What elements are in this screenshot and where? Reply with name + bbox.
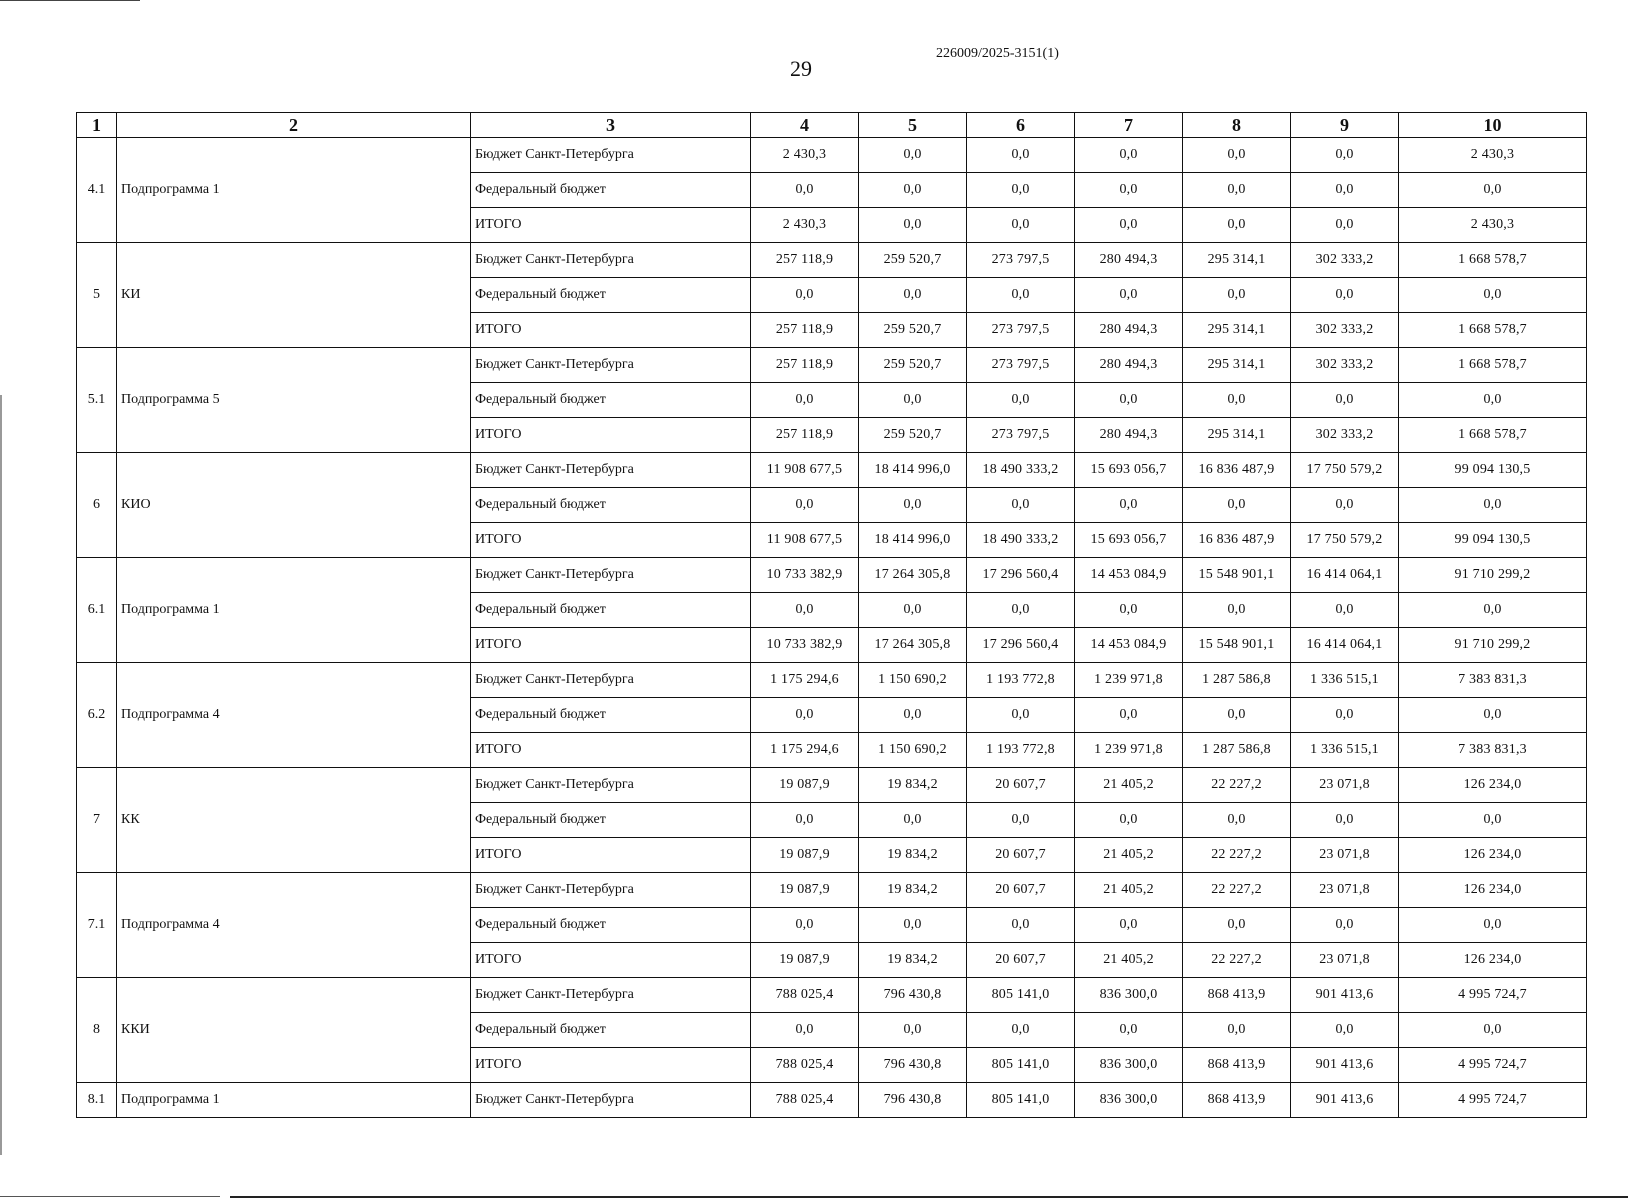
year-value-cell: 20 607,7 (967, 873, 1075, 908)
year-value-cell: 19 087,9 (751, 768, 859, 803)
table-row (77, 243, 1587, 278)
year-value-cell: 0,0 (859, 278, 967, 313)
total-value-cell: 1 668 578,7 (1399, 348, 1587, 383)
page-number: 29 (790, 56, 812, 81)
total-value-cell: 99 094 130,5 (1399, 453, 1587, 488)
year-value-cell: 15 693 056,7 (1075, 523, 1183, 558)
year-value-cell: 0,0 (859, 488, 967, 523)
funding-source: ИТОГО (471, 628, 751, 663)
year-value-cell: 22 227,2 (1183, 768, 1291, 803)
year-value-cell: 14 453 084,9 (1075, 558, 1183, 593)
table-row (77, 768, 1587, 803)
year-value-cell: 796 430,8 (859, 978, 967, 1013)
total-value-cell: 1 668 578,7 (1399, 418, 1587, 453)
year-value-cell: 17 264 305,8 (859, 628, 967, 663)
year-value-cell: 0,0 (751, 173, 859, 208)
program-name: КИО (117, 453, 471, 558)
program-name: Подпрограмма 5 (117, 348, 471, 453)
funding-source: Федеральный бюджет (471, 908, 751, 943)
year-value-cell: 302 333,2 (1291, 418, 1399, 453)
year-value-cell: 796 430,8 (859, 1083, 967, 1118)
year-value-cell: 805 141,0 (967, 1048, 1075, 1083)
total-value-cell: 126 234,0 (1399, 768, 1587, 803)
column-header: 6 (967, 113, 1075, 138)
year-value-cell: 868 413,9 (1183, 1083, 1291, 1118)
column-header: 8 (1183, 113, 1291, 138)
year-value-cell: 295 314,1 (1183, 348, 1291, 383)
year-value-cell: 14 453 084,9 (1075, 628, 1183, 663)
year-value-cell: 302 333,2 (1291, 243, 1399, 278)
year-value-cell: 0,0 (751, 1013, 859, 1048)
year-value-cell: 18 414 996,0 (859, 453, 967, 488)
year-value-cell: 0,0 (967, 173, 1075, 208)
funding-source: Бюджет Санкт-Петербурга (471, 978, 751, 1013)
total-value-cell: 1 668 578,7 (1399, 243, 1587, 278)
year-value-cell: 16 414 064,1 (1291, 628, 1399, 663)
year-value-cell: 21 405,2 (1075, 943, 1183, 978)
year-value-cell: 20 607,7 (967, 768, 1075, 803)
year-value-cell: 295 314,1 (1183, 418, 1291, 453)
year-value-cell: 0,0 (751, 593, 859, 628)
total-value-cell: 0,0 (1399, 698, 1587, 733)
table-row (77, 663, 1587, 698)
year-value-cell: 17 750 579,2 (1291, 523, 1399, 558)
year-value-cell: 18 490 333,2 (967, 453, 1075, 488)
year-value-cell: 0,0 (967, 138, 1075, 173)
year-value-cell: 0,0 (1291, 593, 1399, 628)
table-row (77, 138, 1587, 173)
year-value-cell: 901 413,6 (1291, 978, 1399, 1013)
funding-source: Бюджет Санкт-Петербурга (471, 348, 751, 383)
year-value-cell: 901 413,6 (1291, 1048, 1399, 1083)
total-value-cell: 0,0 (1399, 1013, 1587, 1048)
funding-source: Бюджет Санкт-Петербурга (471, 873, 751, 908)
row-code: 5 (77, 243, 117, 348)
total-value-cell: 1 668 578,7 (1399, 313, 1587, 348)
funding-source: Бюджет Санкт-Петербурга (471, 138, 751, 173)
year-value-cell: 0,0 (1291, 488, 1399, 523)
table-row (77, 978, 1587, 1013)
year-value-cell: 0,0 (751, 488, 859, 523)
year-value-cell: 22 227,2 (1183, 943, 1291, 978)
year-value-cell: 2 430,3 (751, 138, 859, 173)
funding-source: Бюджет Санкт-Петербурга (471, 453, 751, 488)
year-value-cell: 280 494,3 (1075, 418, 1183, 453)
year-value-cell: 19 087,9 (751, 943, 859, 978)
row-code: 6 (77, 453, 117, 558)
year-value-cell: 0,0 (967, 208, 1075, 243)
year-value-cell: 0,0 (1183, 278, 1291, 313)
year-value-cell: 1 175 294,6 (751, 733, 859, 768)
year-value-cell: 805 141,0 (967, 1083, 1075, 1118)
year-value-cell: 259 520,7 (859, 243, 967, 278)
funding-source: ИТОГО (471, 208, 751, 243)
year-value-cell: 20 607,7 (967, 838, 1075, 873)
funding-source: Федеральный бюджет (471, 383, 751, 418)
year-value-cell: 901 413,6 (1291, 1083, 1399, 1118)
total-value-cell: 0,0 (1399, 383, 1587, 418)
year-value-cell: 0,0 (1075, 138, 1183, 173)
row-code: 4.1 (77, 138, 117, 243)
year-value-cell: 0,0 (1183, 488, 1291, 523)
year-value-cell: 1 193 772,8 (967, 733, 1075, 768)
year-value-cell: 11 908 677,5 (751, 453, 859, 488)
year-value-cell: 1 239 971,8 (1075, 663, 1183, 698)
year-value-cell: 0,0 (1183, 803, 1291, 838)
total-value-cell: 126 234,0 (1399, 873, 1587, 908)
funding-source: ИТОГО (471, 838, 751, 873)
year-value-cell: 0,0 (1183, 383, 1291, 418)
scan-edge-mark (0, 395, 2, 1155)
year-value-cell: 259 520,7 (859, 348, 967, 383)
year-value-cell: 788 025,4 (751, 1048, 859, 1083)
year-value-cell: 0,0 (1291, 278, 1399, 313)
year-value-cell: 0,0 (1291, 1013, 1399, 1048)
funding-source: ИТОГО (471, 313, 751, 348)
year-value-cell: 0,0 (1075, 173, 1183, 208)
year-value-cell: 21 405,2 (1075, 768, 1183, 803)
year-value-cell: 280 494,3 (1075, 243, 1183, 278)
year-value-cell: 0,0 (859, 208, 967, 243)
year-value-cell: 0,0 (1291, 698, 1399, 733)
year-value-cell: 15 548 901,1 (1183, 628, 1291, 663)
year-value-cell: 1 287 586,8 (1183, 663, 1291, 698)
bottom-rule (230, 1196, 1628, 1198)
year-value-cell: 259 520,7 (859, 313, 967, 348)
funding-source: Бюджет Санкт-Петербурга (471, 243, 751, 278)
year-value-cell: 23 071,8 (1291, 768, 1399, 803)
year-value-cell: 16 836 487,9 (1183, 453, 1291, 488)
total-value-cell: 7 383 831,3 (1399, 663, 1587, 698)
year-value-cell: 1 336 515,1 (1291, 663, 1399, 698)
year-value-cell: 0,0 (1075, 208, 1183, 243)
year-value-cell: 0,0 (859, 698, 967, 733)
year-value-cell: 1 193 772,8 (967, 663, 1075, 698)
total-value-cell: 7 383 831,3 (1399, 733, 1587, 768)
total-value-cell: 0,0 (1399, 908, 1587, 943)
year-value-cell: 21 405,2 (1075, 838, 1183, 873)
budget-table (76, 112, 1587, 1118)
table-row (77, 348, 1587, 383)
year-value-cell: 0,0 (751, 698, 859, 733)
year-value-cell: 0,0 (859, 803, 967, 838)
table-body (77, 138, 1587, 1118)
year-value-cell: 788 025,4 (751, 978, 859, 1013)
year-value-cell: 0,0 (967, 698, 1075, 733)
year-value-cell: 0,0 (1183, 698, 1291, 733)
year-value-cell: 273 797,5 (967, 313, 1075, 348)
total-value-cell: 0,0 (1399, 488, 1587, 523)
year-value-cell: 11 908 677,5 (751, 523, 859, 558)
year-value-cell: 0,0 (1075, 1013, 1183, 1048)
year-value-cell: 257 118,9 (751, 313, 859, 348)
year-value-cell: 19 834,2 (859, 943, 967, 978)
year-value-cell: 20 607,7 (967, 943, 1075, 978)
year-value-cell: 17 750 579,2 (1291, 453, 1399, 488)
program-name: КИ (117, 243, 471, 348)
program-name: КК (117, 768, 471, 873)
table-row (77, 453, 1587, 488)
funding-source: Федеральный бюджет (471, 593, 751, 628)
year-value-cell: 0,0 (967, 593, 1075, 628)
funding-source: Федеральный бюджет (471, 488, 751, 523)
funding-source: Федеральный бюджет (471, 1013, 751, 1048)
table-row (77, 873, 1587, 908)
total-value-cell: 126 234,0 (1399, 943, 1587, 978)
year-value-cell: 18 414 996,0 (859, 523, 967, 558)
funding-source: ИТОГО (471, 523, 751, 558)
year-value-cell: 0,0 (1291, 208, 1399, 243)
program-name: Подпрограмма 4 (117, 873, 471, 978)
year-value-cell: 0,0 (1183, 908, 1291, 943)
year-value-cell: 19 087,9 (751, 873, 859, 908)
year-value-cell: 0,0 (1183, 593, 1291, 628)
column-header: 9 (1291, 113, 1399, 138)
row-code: 8 (77, 978, 117, 1083)
year-value-cell: 0,0 (1183, 138, 1291, 173)
year-value-cell: 16 414 064,1 (1291, 558, 1399, 593)
column-header: 7 (1075, 113, 1183, 138)
year-value-cell: 23 071,8 (1291, 943, 1399, 978)
year-value-cell: 0,0 (859, 1013, 967, 1048)
year-value-cell: 17 296 560,4 (967, 558, 1075, 593)
year-value-cell: 19 834,2 (859, 768, 967, 803)
funding-source: ИТОГО (471, 1048, 751, 1083)
year-value-cell: 23 071,8 (1291, 873, 1399, 908)
year-value-cell: 1 175 294,6 (751, 663, 859, 698)
total-value-cell: 0,0 (1399, 278, 1587, 313)
year-value-cell: 796 430,8 (859, 1048, 967, 1083)
program-name: Подпрограмма 1 (117, 1083, 471, 1118)
document-code: 226009/2025-3151(1) (936, 46, 1059, 61)
year-value-cell: 0,0 (751, 383, 859, 418)
row-code: 6.2 (77, 663, 117, 768)
year-value-cell: 302 333,2 (1291, 348, 1399, 383)
year-value-cell: 0,0 (751, 908, 859, 943)
year-value-cell: 257 118,9 (751, 348, 859, 383)
year-value-cell: 10 733 382,9 (751, 628, 859, 663)
column-header: 10 (1399, 113, 1587, 138)
year-value-cell: 1 150 690,2 (859, 733, 967, 768)
year-value-cell: 15 693 056,7 (1075, 453, 1183, 488)
program-name: Подпрограмма 1 (117, 558, 471, 663)
funding-source: Бюджет Санкт-Петербурга (471, 663, 751, 698)
year-value-cell: 0,0 (751, 803, 859, 838)
program-name: Подпрограмма 4 (117, 663, 471, 768)
year-value-cell: 868 413,9 (1183, 1048, 1291, 1083)
year-value-cell: 273 797,5 (967, 348, 1075, 383)
total-value-cell: 4 995 724,7 (1399, 978, 1587, 1013)
year-value-cell: 10 733 382,9 (751, 558, 859, 593)
year-value-cell: 18 490 333,2 (967, 523, 1075, 558)
year-value-cell: 21 405,2 (1075, 873, 1183, 908)
year-value-cell: 0,0 (1075, 908, 1183, 943)
year-value-cell: 259 520,7 (859, 418, 967, 453)
total-value-cell: 0,0 (1399, 593, 1587, 628)
year-value-cell: 0,0 (1183, 1013, 1291, 1048)
program-name: ККИ (117, 978, 471, 1083)
total-value-cell: 126 234,0 (1399, 838, 1587, 873)
year-value-cell: 295 314,1 (1183, 313, 1291, 348)
year-value-cell: 295 314,1 (1183, 243, 1291, 278)
column-header: 2 (117, 113, 471, 138)
year-value-cell: 0,0 (967, 278, 1075, 313)
year-value-cell: 1 239 971,8 (1075, 733, 1183, 768)
row-code: 7.1 (77, 873, 117, 978)
year-value-cell: 19 834,2 (859, 838, 967, 873)
funding-source: ИТОГО (471, 943, 751, 978)
row-code: 6.1 (77, 558, 117, 663)
year-value-cell: 0,0 (967, 488, 1075, 523)
table-row (77, 1083, 1587, 1118)
funding-source: Федеральный бюджет (471, 698, 751, 733)
year-value-cell: 23 071,8 (1291, 838, 1399, 873)
year-value-cell: 836 300,0 (1075, 1083, 1183, 1118)
total-value-cell: 0,0 (1399, 173, 1587, 208)
year-value-cell: 0,0 (1183, 208, 1291, 243)
funding-source: Федеральный бюджет (471, 173, 751, 208)
year-value-cell: 0,0 (1291, 803, 1399, 838)
year-value-cell: 0,0 (967, 383, 1075, 418)
year-value-cell: 273 797,5 (967, 243, 1075, 278)
year-value-cell: 17 264 305,8 (859, 558, 967, 593)
year-value-cell: 0,0 (967, 803, 1075, 838)
year-value-cell: 0,0 (859, 593, 967, 628)
year-value-cell: 868 413,9 (1183, 978, 1291, 1013)
year-value-cell: 0,0 (859, 138, 967, 173)
year-value-cell: 805 141,0 (967, 978, 1075, 1013)
year-value-cell: 0,0 (1075, 383, 1183, 418)
total-value-cell: 91 710 299,2 (1399, 628, 1587, 663)
year-value-cell: 257 118,9 (751, 243, 859, 278)
year-value-cell: 0,0 (751, 278, 859, 313)
year-value-cell: 0,0 (1183, 173, 1291, 208)
year-value-cell: 0,0 (1075, 488, 1183, 523)
column-header: 1 (77, 113, 117, 138)
year-value-cell: 273 797,5 (967, 418, 1075, 453)
column-header: 5 (859, 113, 967, 138)
year-value-cell: 0,0 (859, 908, 967, 943)
year-value-cell: 16 836 487,9 (1183, 523, 1291, 558)
year-value-cell: 836 300,0 (1075, 978, 1183, 1013)
total-value-cell: 91 710 299,2 (1399, 558, 1587, 593)
total-value-cell: 2 430,3 (1399, 138, 1587, 173)
year-value-cell: 19 087,9 (751, 838, 859, 873)
funding-source: Бюджет Санкт-Петербурга (471, 1083, 751, 1118)
row-code: 8.1 (77, 1083, 117, 1118)
year-value-cell: 0,0 (1075, 593, 1183, 628)
funding-source: ИТОГО (471, 418, 751, 453)
year-value-cell: 836 300,0 (1075, 1048, 1183, 1083)
funding-source: ИТОГО (471, 733, 751, 768)
year-value-cell: 0,0 (967, 1013, 1075, 1048)
year-value-cell: 19 834,2 (859, 873, 967, 908)
total-value-cell: 99 094 130,5 (1399, 523, 1587, 558)
year-value-cell: 22 227,2 (1183, 873, 1291, 908)
year-value-cell: 17 296 560,4 (967, 628, 1075, 663)
column-header: 4 (751, 113, 859, 138)
header-row (77, 113, 1587, 138)
program-name: Подпрограмма 1 (117, 138, 471, 243)
year-value-cell: 1 150 690,2 (859, 663, 967, 698)
year-value-cell: 2 430,3 (751, 208, 859, 243)
table-row (77, 558, 1587, 593)
row-code: 7 (77, 768, 117, 873)
row-code: 5.1 (77, 348, 117, 453)
total-value-cell: 4 995 724,7 (1399, 1048, 1587, 1083)
year-value-cell: 0,0 (1291, 138, 1399, 173)
top-rule (0, 0, 140, 1)
year-value-cell: 0,0 (859, 173, 967, 208)
total-value-cell: 0,0 (1399, 803, 1587, 838)
year-value-cell: 0,0 (1075, 278, 1183, 313)
year-value-cell: 1 287 586,8 (1183, 733, 1291, 768)
total-value-cell: 2 430,3 (1399, 208, 1587, 243)
funding-source: Бюджет Санкт-Петербурга (471, 558, 751, 593)
year-value-cell: 0,0 (1291, 383, 1399, 418)
year-value-cell: 280 494,3 (1075, 348, 1183, 383)
year-value-cell: 0,0 (1075, 803, 1183, 838)
total-value-cell: 4 995 724,7 (1399, 1083, 1587, 1118)
year-value-cell: 15 548 901,1 (1183, 558, 1291, 593)
funding-source: Федеральный бюджет (471, 278, 751, 313)
year-value-cell: 280 494,3 (1075, 313, 1183, 348)
year-value-cell: 1 336 515,1 (1291, 733, 1399, 768)
year-value-cell: 788 025,4 (751, 1083, 859, 1118)
funding-source: Федеральный бюджет (471, 803, 751, 838)
year-value-cell: 22 227,2 (1183, 838, 1291, 873)
year-value-cell: 0,0 (967, 908, 1075, 943)
funding-source: Бюджет Санкт-Петербурга (471, 768, 751, 803)
year-value-cell: 0,0 (1291, 173, 1399, 208)
year-value-cell: 0,0 (1291, 908, 1399, 943)
year-value-cell: 0,0 (1075, 698, 1183, 733)
bottom-rule-left (0, 1196, 220, 1197)
year-value-cell: 257 118,9 (751, 418, 859, 453)
year-value-cell: 0,0 (859, 383, 967, 418)
year-value-cell: 302 333,2 (1291, 313, 1399, 348)
column-header: 3 (471, 113, 751, 138)
